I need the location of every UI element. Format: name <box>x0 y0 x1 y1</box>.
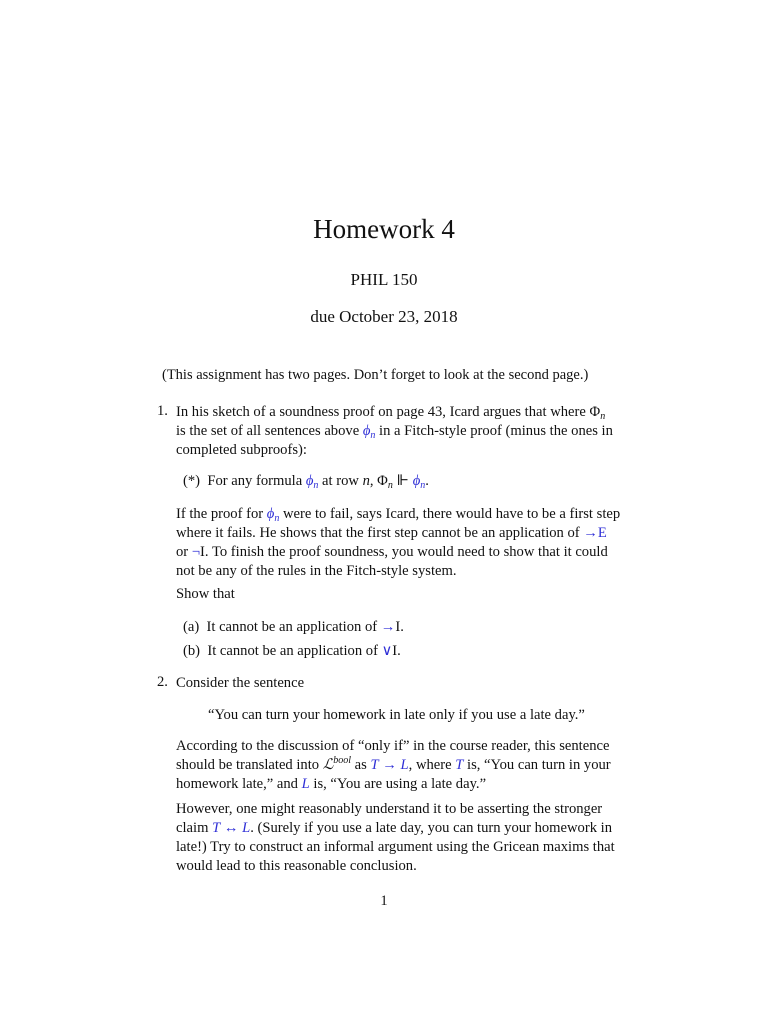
claim-star: (*) For any formula $\phi_n$ at row n, $\Phi_n$ ⊩ $\phi_n$. <box>183 473 429 491</box>
language-symbol: ℒ$^{bool}$ <box>322 755 352 773</box>
question-1-number: 1. <box>157 403 168 419</box>
page-title: Homework 4 <box>313 214 455 244</box>
disjunction-intro-rule: ∨ <box>381 643 393 659</box>
question-2-intro: Consider the sentence <box>176 675 305 691</box>
arrow-intro-rule: → <box>380 619 396 635</box>
question-1-intro: In his sketch of a soundness proof on page 43, Icard argues that where $\Phi_n$ is the set of all sentences above $\phi_n$ in a Fitch-style proof (minus the ones in completed subproofs): <box>176 404 613 458</box>
question-2-number: 2. <box>157 674 168 690</box>
sub-item-b: (b) It cannot be an application of ∨I. <box>183 643 401 659</box>
sub-item-a-label: (a) <box>183 619 200 635</box>
biconditional-formula: T ↔ L <box>212 820 251 836</box>
Phi-n-symbol: $\Phi_n$ <box>589 404 606 422</box>
assignment-note: (This assignment has two pages. Don’t forget to look at the second page.) <box>162 367 589 383</box>
Phi-n-symbol: $\Phi_n$ <box>377 473 393 491</box>
sub-item-a: (a) It cannot be an application of →I. <box>183 619 404 635</box>
question-1-paragraph-2: If the proof for $\phi_n$ were to fail, says Icard, there would have to be a first step where it fails. He shows that the first step cannot be an application of →E or ¬I. To finish the proof soundness, you would need to show that it could not be any of the rules in the Fitch-style system. <box>176 506 621 579</box>
due-date: due October 23, 2018 <box>310 307 458 326</box>
course-code: PHIL 150 <box>350 270 418 289</box>
phi-n-symbol: $\phi_n$ <box>305 473 319 491</box>
show-that-label: Show that <box>176 586 235 602</box>
question-2-paragraph-1: According to the discussion of “only if” in the course reader, this sentence should be translated into ℒ$^{bool}$ as T → L, where T is, “You can turn in your homework late,” and L is, “You are using a late day.” <box>176 738 611 792</box>
negation-symbol: ¬ <box>191 544 201 560</box>
phi-n-symbol: $\phi_n$ <box>412 473 426 491</box>
page-number: 1 <box>380 893 388 909</box>
conditional-formula: T → L <box>370 757 409 773</box>
sub-item-b-label: (b) <box>183 643 201 659</box>
quoted-sentence: “You can turn your homework in late only if you use a late day.” <box>208 707 585 723</box>
question-2-paragraph-2: However, one might reasonably understand it to be asserting the stronger claim T ↔ L. (Surely if you use a late day, you can turn your homework in late!) Try to construct an informal argument using the Gricean maxims that would lead to this reasonable conclusion. <box>176 801 615 874</box>
claim-star-label: (*) <box>183 473 201 489</box>
phi-n-symbol: $\phi_n$ <box>362 423 376 441</box>
arrow-elim-rule: →E <box>583 525 607 541</box>
phi-n-symbol: $\phi_n$ <box>266 506 280 524</box>
